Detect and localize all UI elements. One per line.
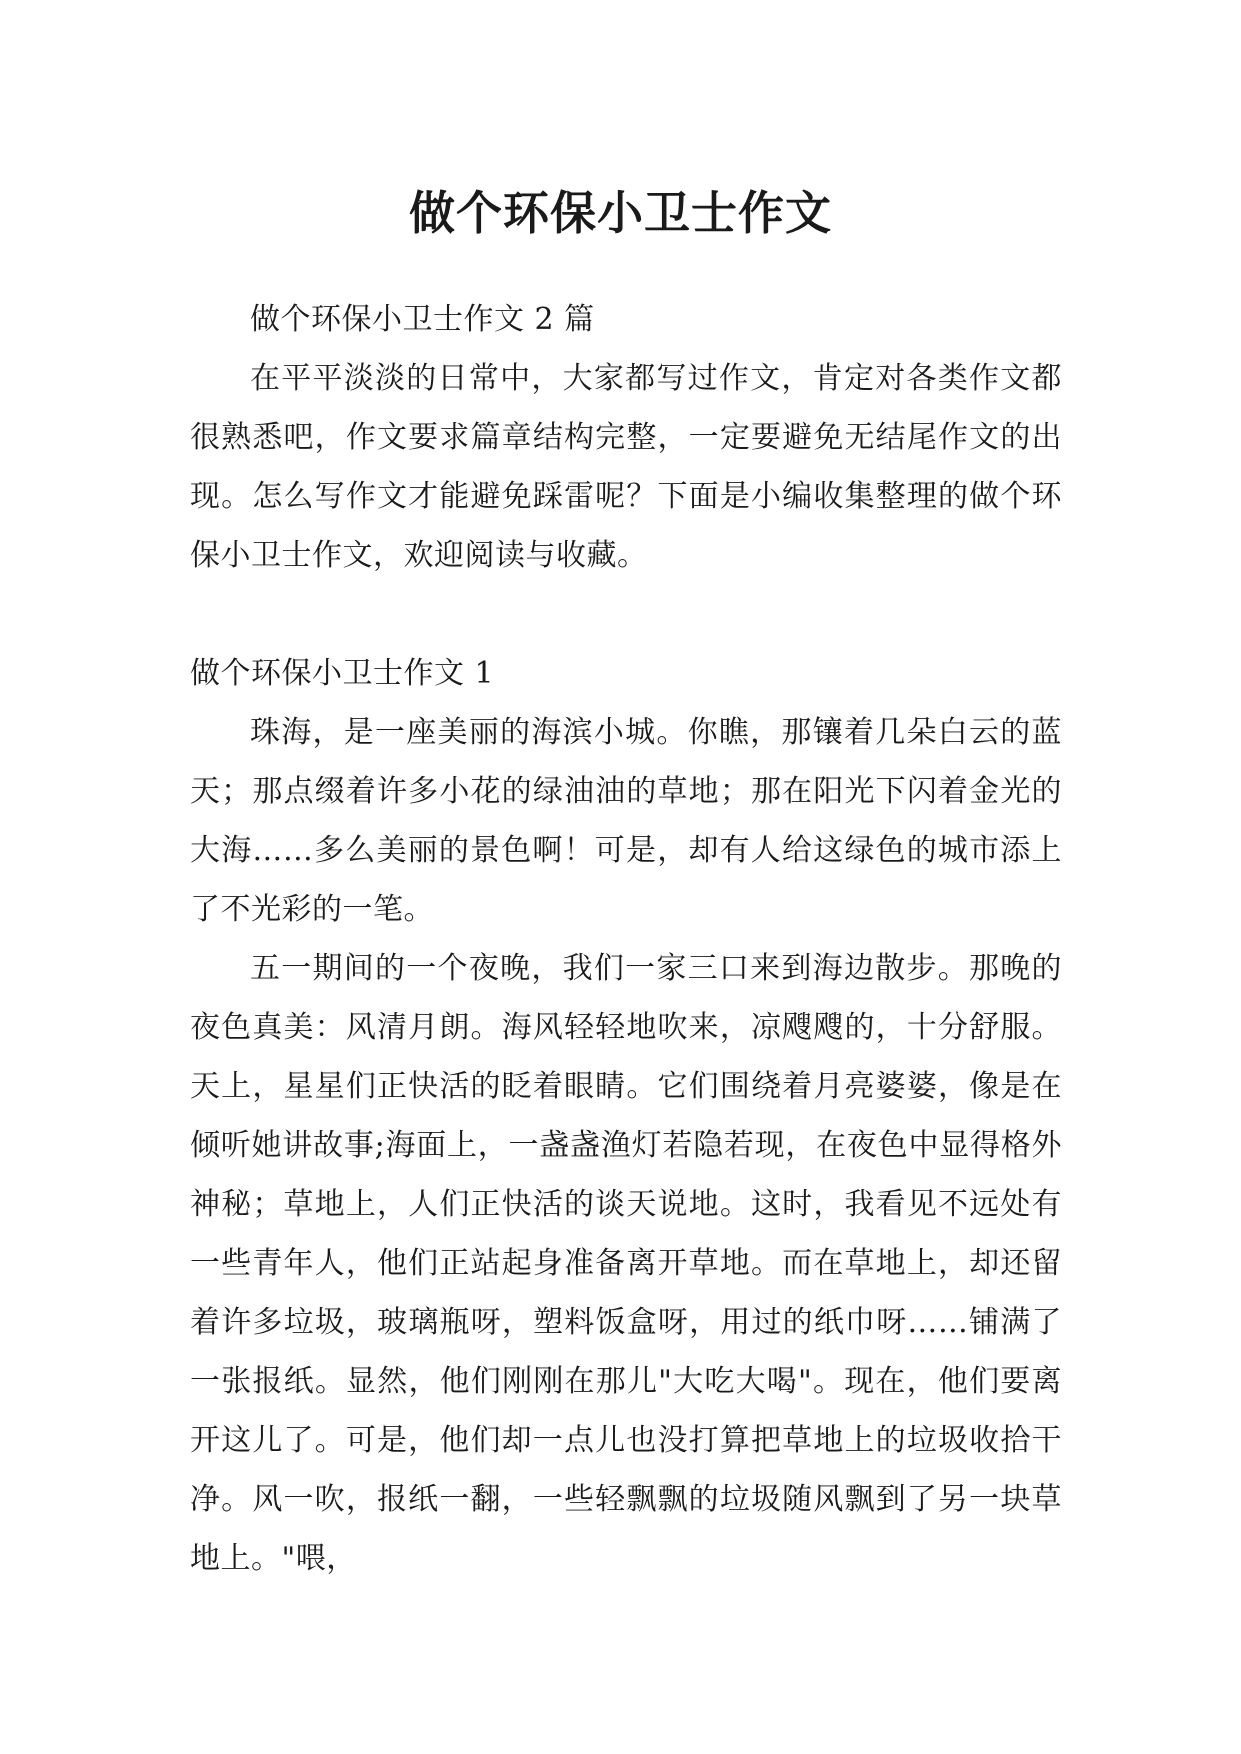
section-heading: 做个环保小卫士作文 1 — [190, 656, 495, 691]
body-paragraph: 珠海，是一座美丽的海滨小城。你瞧，那镶着几朵白云的蓝天；那点缀着许多小花的绿油油的草地；那在阳光下闪着金光的大海……多么美丽的景色啊！可是，却有人给这绿色的城市添上了不光彩的一笔。 — [190, 715, 1062, 927]
document-title: 做个环保小卫士作文 — [409, 185, 832, 240]
intro-paragraph: 在平平淡淡的日常中，大家都写过作文，肯定对各类作文都很熟悉吧，作文要求篇章结构完整，一定要避免无结尾作文的出现。怎么写作文才能避免踩雷呢？下面是小编收集整理的做个环保小卫士作文，欢迎阅读与收藏。 — [190, 361, 1062, 573]
body-paragraph: 五一期间的一个夜晚，我们一家三口来到海边散步。那晚的夜色真美：风清月朗。海风轻轻地吹来，凉飕飕的，十分舒服。天上，星星们正快活的眨着眼睛。它们围绕着月亮婆婆，像是在倾听她讲故事;海面上，一盏盏渔灯若隐若现，在夜色中显得格外神秘；草地上，人们正快活的谈天说地。这时，我看见不远处有一些青年人，他们正站起身准备离开草地。而在草地上，却还留着许多垃圾，玻璃瓶呀，塑料饭盒呀，用过的纸巾呀……铺满了一张报纸。显然，他们刚刚在那儿"大吃大喝"。现在，他们要离开这儿了。可是，他们却一点儿也没打算把草地上的垃圾收拾干净。风一吹，报纸一翻，一些轻飘飘的垃圾随风飘到了另一块草地上。"喂， — [190, 951, 1062, 1576]
document-body — [190, 290, 1062, 1588]
document-subtitle: 做个环保小卫士作文 2 篇 — [250, 302, 595, 337]
